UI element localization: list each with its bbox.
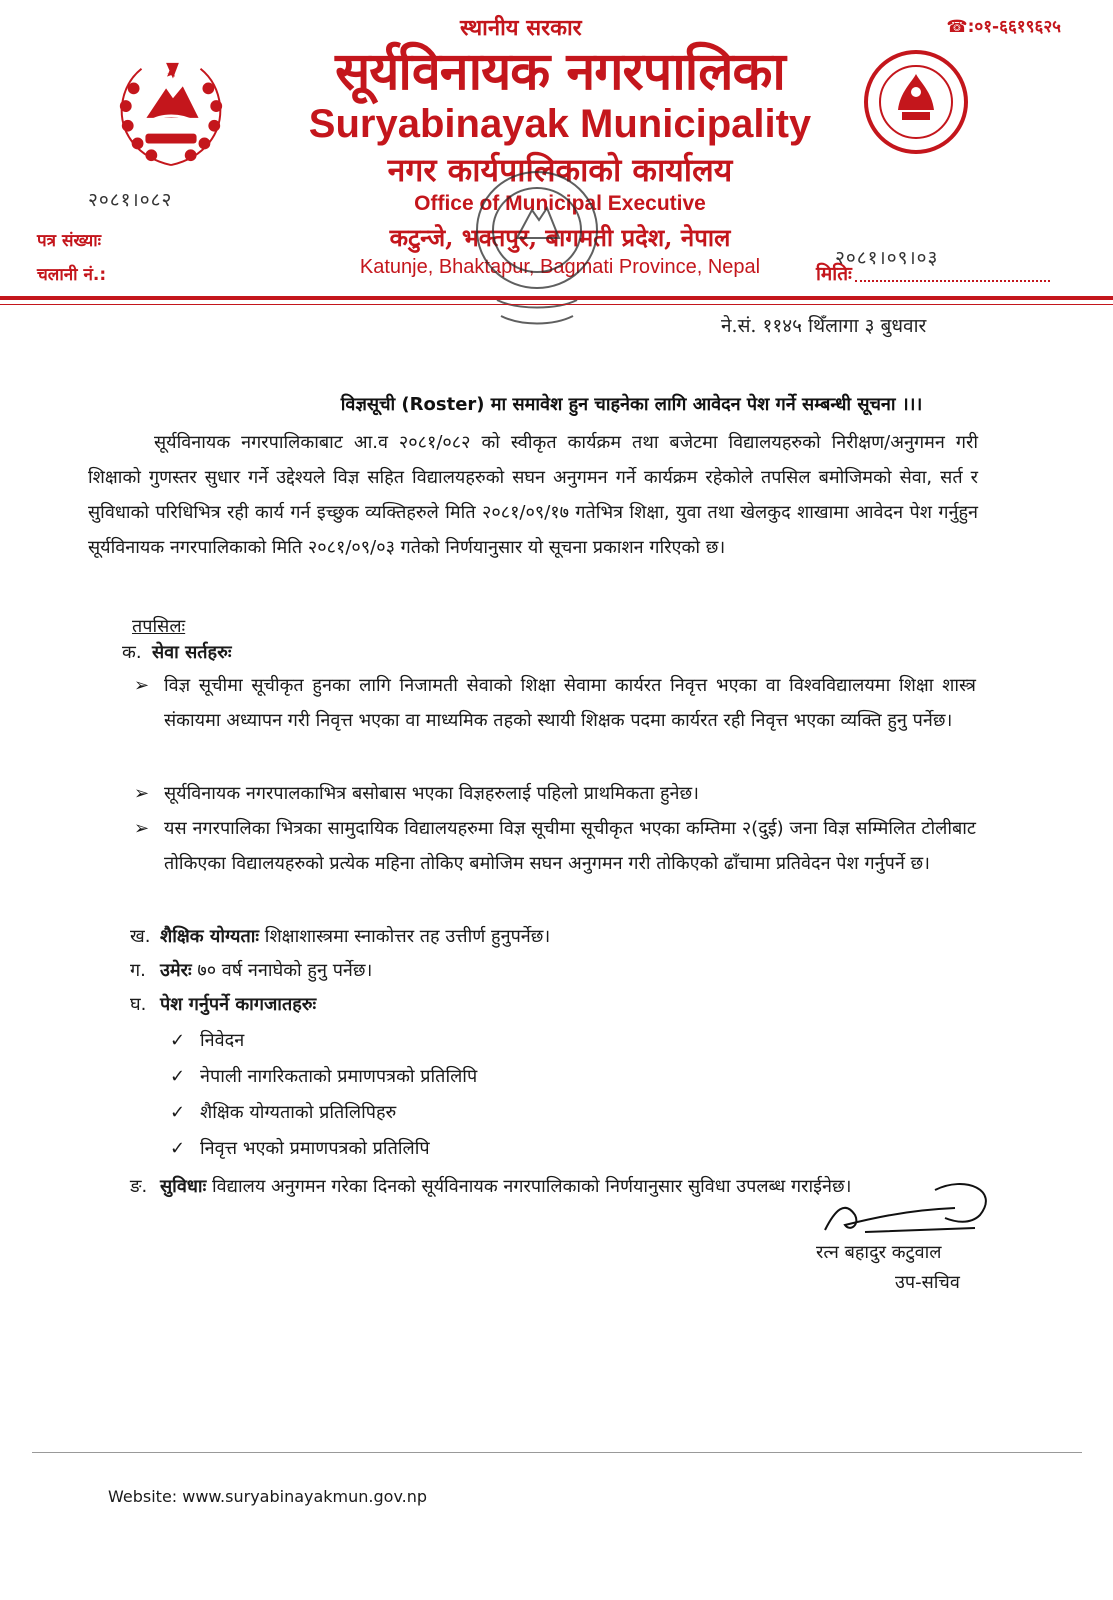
document-item — [170, 1136, 430, 1160]
section-text: शिक्षाशास्त्रमा स्नाकोत्तर तह उत्तीर्ण हुनुपर्नेछ। — [259, 926, 551, 947]
section-text: ७० वर्ष ननाघेको हुनु पर्नेछ। — [191, 960, 373, 981]
date-handwritten: २०८१।०९।०३ — [835, 247, 939, 269]
document-text: निवेदन — [200, 1030, 245, 1051]
checkmark-icon: ✓ — [170, 1066, 186, 1087]
list-item — [134, 776, 976, 811]
section-ga — [130, 958, 372, 982]
bullet-text: विज्ञ सूचीमा सूचीकृत हुनका लागि निजामती सेवाको शिक्षा सेवामा कार्यरत निवृत्त भएका वा विश्वविद्यालयमा शिक्षा शास्त्र संकायमा अध्यापन गरी निवृत्त भएका वा माध्यमिक तहको स्थायी शिक्षक पदमा कार्यरत रही निवृत्त भएका व्यक्ति हुनु पर्नेछ। — [164, 675, 976, 731]
bullet-text: सूर्यविनायक नगरपालकाभित्र बसोबास भएका विज्ञहरुलाई पहिलो प्राथमिकता हुनेछ। — [164, 783, 699, 804]
document-text: निवृत्त भएको प्रमाणपत्रको प्रतिलिपि — [200, 1138, 430, 1159]
bullet-text: यस नगरपालिका भित्रका सामुदायिक विद्यालयहरुमा विज्ञ सूचीमा सूचीकृत भएका कम्तिमा २(दुई) जना विज्ञ सम्मिलित टोलीबाट तोकिएका विद्यालयहरुको प्रत्येक महिना तोकिए बमोजिम सघन अनुगमन गरी तोकिएको ढाँचामा प्रतिवेदन पेश गर्नुपर्ने छ। — [164, 818, 976, 874]
office-name-english: Office of Municipal Executive — [414, 192, 706, 215]
office-name-nepali: नगर कार्यपालिकाको कार्यालय — [387, 151, 733, 189]
nepal-emblem-icon — [112, 48, 230, 174]
notice-intro-paragraph: सूर्यविनायक नगरपालिकाबाट आ.व २०८१/०८२ को स्वीकृत कार्यक्रम तथा बजेटमा विद्यालयहरुको निरीक्षण/अनुगमन गरी शिक्षाको गुणस्तर सुधार गर्ने उद्देश्यले विज्ञ सहित विद्यालयहरुको सघन अनुगमन गर्ने कार्यक्रम रहेकोले तपसिल बमोजिमको सेवा, सर्त र सुविधाको परिधिभित्र रही कार्य गर्न इच्छुक व्यक्तिहरुले मिति २०८१/०९/१७ गतेभित्र शिक्षा, युवा तथा खेलकुद शाखामा आवेदन पेश गर्नुहुन सूर्यविनायक नगरपालिकाको मिति २०८१/०९/०३ गतेको निर्णयानुसार यो सूचना प्रकाशन गरिएको छ। — [88, 432, 978, 558]
section-title: पेश गर्नुपर्ने कागजातहरुः — [160, 994, 317, 1015]
municipality-title-nepali: सूर्यविनायक नगरपालिका — [335, 41, 785, 102]
header-divider-thin — [0, 304, 1113, 305]
list-item — [134, 811, 976, 881]
phone-number: ☎:०१-६६१९६२५ — [946, 17, 1061, 37]
section-gha — [130, 992, 316, 1016]
website-link[interactable]: Website: www.suryabinayakmun.gov.np — [108, 1487, 428, 1506]
section-ka — [122, 640, 232, 664]
document-item — [170, 1064, 477, 1088]
dispatch-number-label: चलानी नं.: — [37, 265, 107, 285]
checkmark-icon: ✓ — [170, 1102, 186, 1123]
fiscal-year-handwritten: २०८१।०८२ — [88, 189, 173, 211]
section-text: विद्यालय अनुगमन गरेका दिनको सूर्यविनायक नगरपालिकाको निर्णयानुसार सुविधा उपलब्ध गराईनेछ। — [206, 1176, 852, 1197]
section-kha — [130, 924, 550, 948]
document-item — [170, 1100, 396, 1124]
section-marker: क. — [122, 642, 142, 663]
address-nepali: कटुन्जे, भक्तपुर, बागमती प्रदेश, नेपाल — [389, 223, 731, 252]
local-government-label: स्थानीय सरकार — [460, 15, 582, 41]
document-text: नेपाली नागरिकताको प्रमाणपत्रको प्रतिलिपि — [200, 1066, 478, 1087]
section-nga — [130, 1174, 851, 1198]
section-title: उमेरः — [160, 960, 192, 981]
header-divider — [0, 296, 1113, 300]
section-marker: ङ. — [130, 1176, 148, 1197]
section-title: शैक्षिक योग्यताः — [160, 926, 260, 947]
arrow-bullet-icon: ➢ — [134, 818, 150, 839]
document-item — [170, 1028, 244, 1052]
document-text: शैक्षिक योग्यताको प्रतिलिपिहरु — [200, 1102, 397, 1123]
date-dotted-line — [855, 262, 1050, 282]
signer-designation: उप-सचिव — [895, 1272, 960, 1293]
section-title: सेवा सर्तहरुः — [152, 642, 232, 663]
checkmark-icon: ✓ — [170, 1030, 186, 1051]
notice-heading: विज्ञसूची (Roster) मा समावेश हुन चाहनेका लागि आवेदन पेश गर्ने सम्बन्धी सूचना ।।। — [340, 394, 923, 415]
footer-divider — [32, 1452, 1082, 1453]
checkmark-icon: ✓ — [170, 1138, 186, 1159]
letter-number-label: पत्र संख्याः — [37, 231, 102, 251]
address-english: Katunje, Bhaktapur, Bagmati Province, Nepal — [359, 256, 761, 278]
details-label: तपसिलः — [132, 616, 186, 637]
section-marker: घ. — [130, 994, 147, 1015]
nepal-sambat-date: ने.सं. ११४५ थिँलागा ३ बुधवार — [721, 315, 927, 337]
section-title: सुविधाः — [160, 1176, 207, 1197]
signature-icon — [805, 1170, 1005, 1250]
section-marker: ग. — [130, 960, 146, 981]
arrow-bullet-icon: ➢ — [134, 783, 150, 804]
section-marker: ख. — [130, 926, 151, 947]
date-label: मितिः — [816, 263, 852, 285]
list-item — [134, 668, 976, 738]
arrow-bullet-icon: ➢ — [134, 675, 150, 696]
municipality-title-english: Suryabinayak Municipality — [308, 102, 812, 146]
signer-name: रत्न बहादुर कटुवाल — [816, 1242, 942, 1263]
